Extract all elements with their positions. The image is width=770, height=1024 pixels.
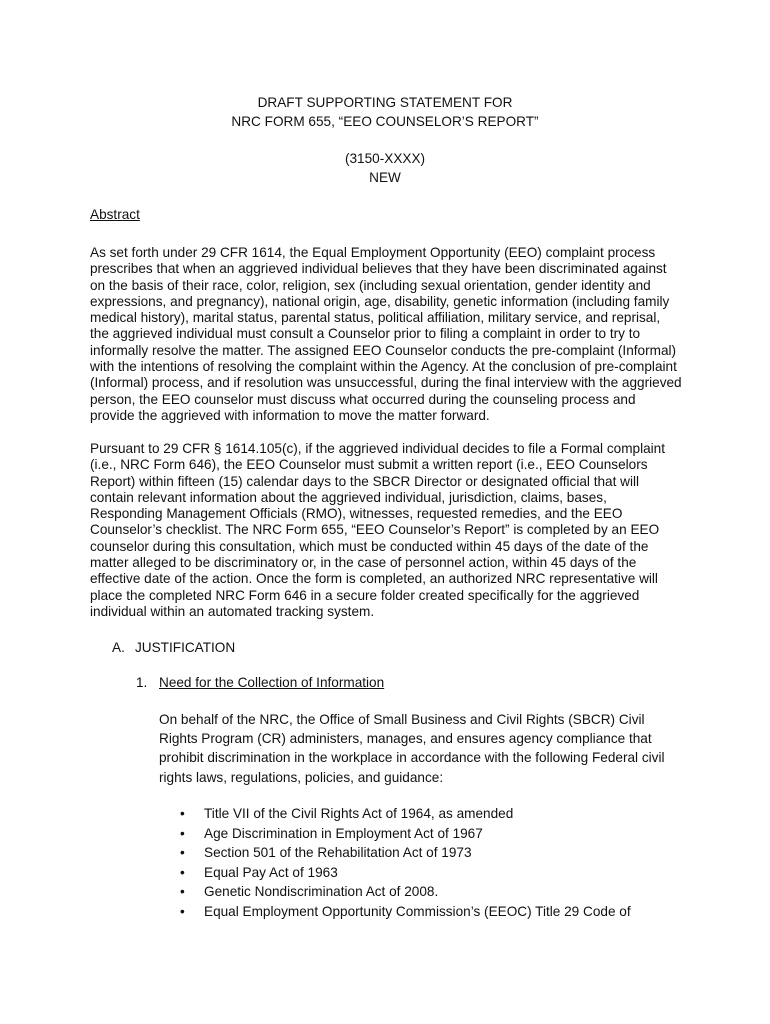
federal-laws-list [180,804,631,921]
bullet-icon: • [180,825,185,841]
status-label: NEW [369,170,401,185]
title-line-2: NRC FORM 655, “EEO COUNSELOR’S REPORT” [231,114,539,129]
item-1-title: Need for the Collection of Information [159,675,385,690]
abstract-paragraph-1: As set forth under 29 CFR 1614, the Equal Employment Opportunity (EEO) complaint process prescribes that when an aggrieved individual believes that they have been discriminated against on the basis of their race, color, religion, sex (including sexual orientation, gender identity and expressions, and pregnancy), national origin, age, disability, genetic information (including family medical history), marital status, parental status, political affiliation, military service, and reprisal, the aggrieved individual must consult a Counselor prior to filing a complaint in order to try to informally resolve the matter. The assigned EEO Counselor conducts the pre-complaint (Informal) with the intentions of resolving the complaint within the Agency. At the conclusion of pre-complaint (Informal) process, and if resolution was unsuccessful, during the final interview with the aggrieved person, the EEO counselor must discuss what occurred during the counseling process and provide the aggrieved with information to move the matter forward. [90,245,682,423]
section-a-title: JUSTIFICATION [135,640,236,655]
abstract-heading: Abstract [90,207,140,222]
bullet-icon: • [180,806,185,821]
list-item: • Age Discrimination in Employment Act of 1967 [180,824,631,844]
bullet-icon: • [180,884,185,899]
section-a-label: A. [112,640,125,655]
list-item: • Title VII of the Civil Rights Act of 1964, as amended [180,804,631,824]
omb-number: (3150-XXXX) [344,151,426,166]
item-1-number: 1. [136,675,148,690]
bullet-icon: • [180,864,185,880]
item-1-paragraph: On behalf of the NRC, the Office of Small Business and Civil Rights (SBCR) Civil Rights Program (CR) administers, manages, and ensures agency compliance that prohibit discrimination in the workplace in accordance with the following Federal civil rights laws, regulations, policies, and guidance: [159,712,665,785]
list-item: • Equal Employment Opportunity Commission’s (EEOC) Title 29 Code of [180,902,631,922]
list-item: • Equal Pay Act of 1963 [180,863,631,883]
list-item: • Genetic Nondiscrimination Act of 2008. [180,882,631,902]
bullet-icon: • [180,845,185,860]
list-item: • Section 501 of the Rehabilitation Act of 1973 [180,843,631,863]
title-line-1: DRAFT SUPPORTING STATEMENT FOR [257,95,513,110]
abstract-paragraph-2: Pursuant to 29 CFR § 1614.105(c), if the aggrieved individual decides to file a Formal complaint (i.e., NRC Form 646), the EEO Counselor must submit a written report (i.e., EEO Counselors Report) within fifteen (15) calendar days to the SBCR Director or designated official that will contain relevant information about the aggrieved individual, jurisdiction, claims, bases, Responding Management Officials (RMO), witnesses, requested remedies, and the EEO Counselor’s checklist. The NRC Form 655, “EEO Counselor’s Report” is completed by an EEO counselor during this consultation, which must be conducted within 45 days of the date of the matter alleged to be discriminatory or, in the case of personnel action, within 45 days of the effective date of the action. Once the form is completed, an authorized NRC representative will place the completed NRC Form 646 in a secure folder created specifically for the aggrieved individual within an automated tracking system. [90,441,666,619]
bullet-icon: • [180,903,185,919]
